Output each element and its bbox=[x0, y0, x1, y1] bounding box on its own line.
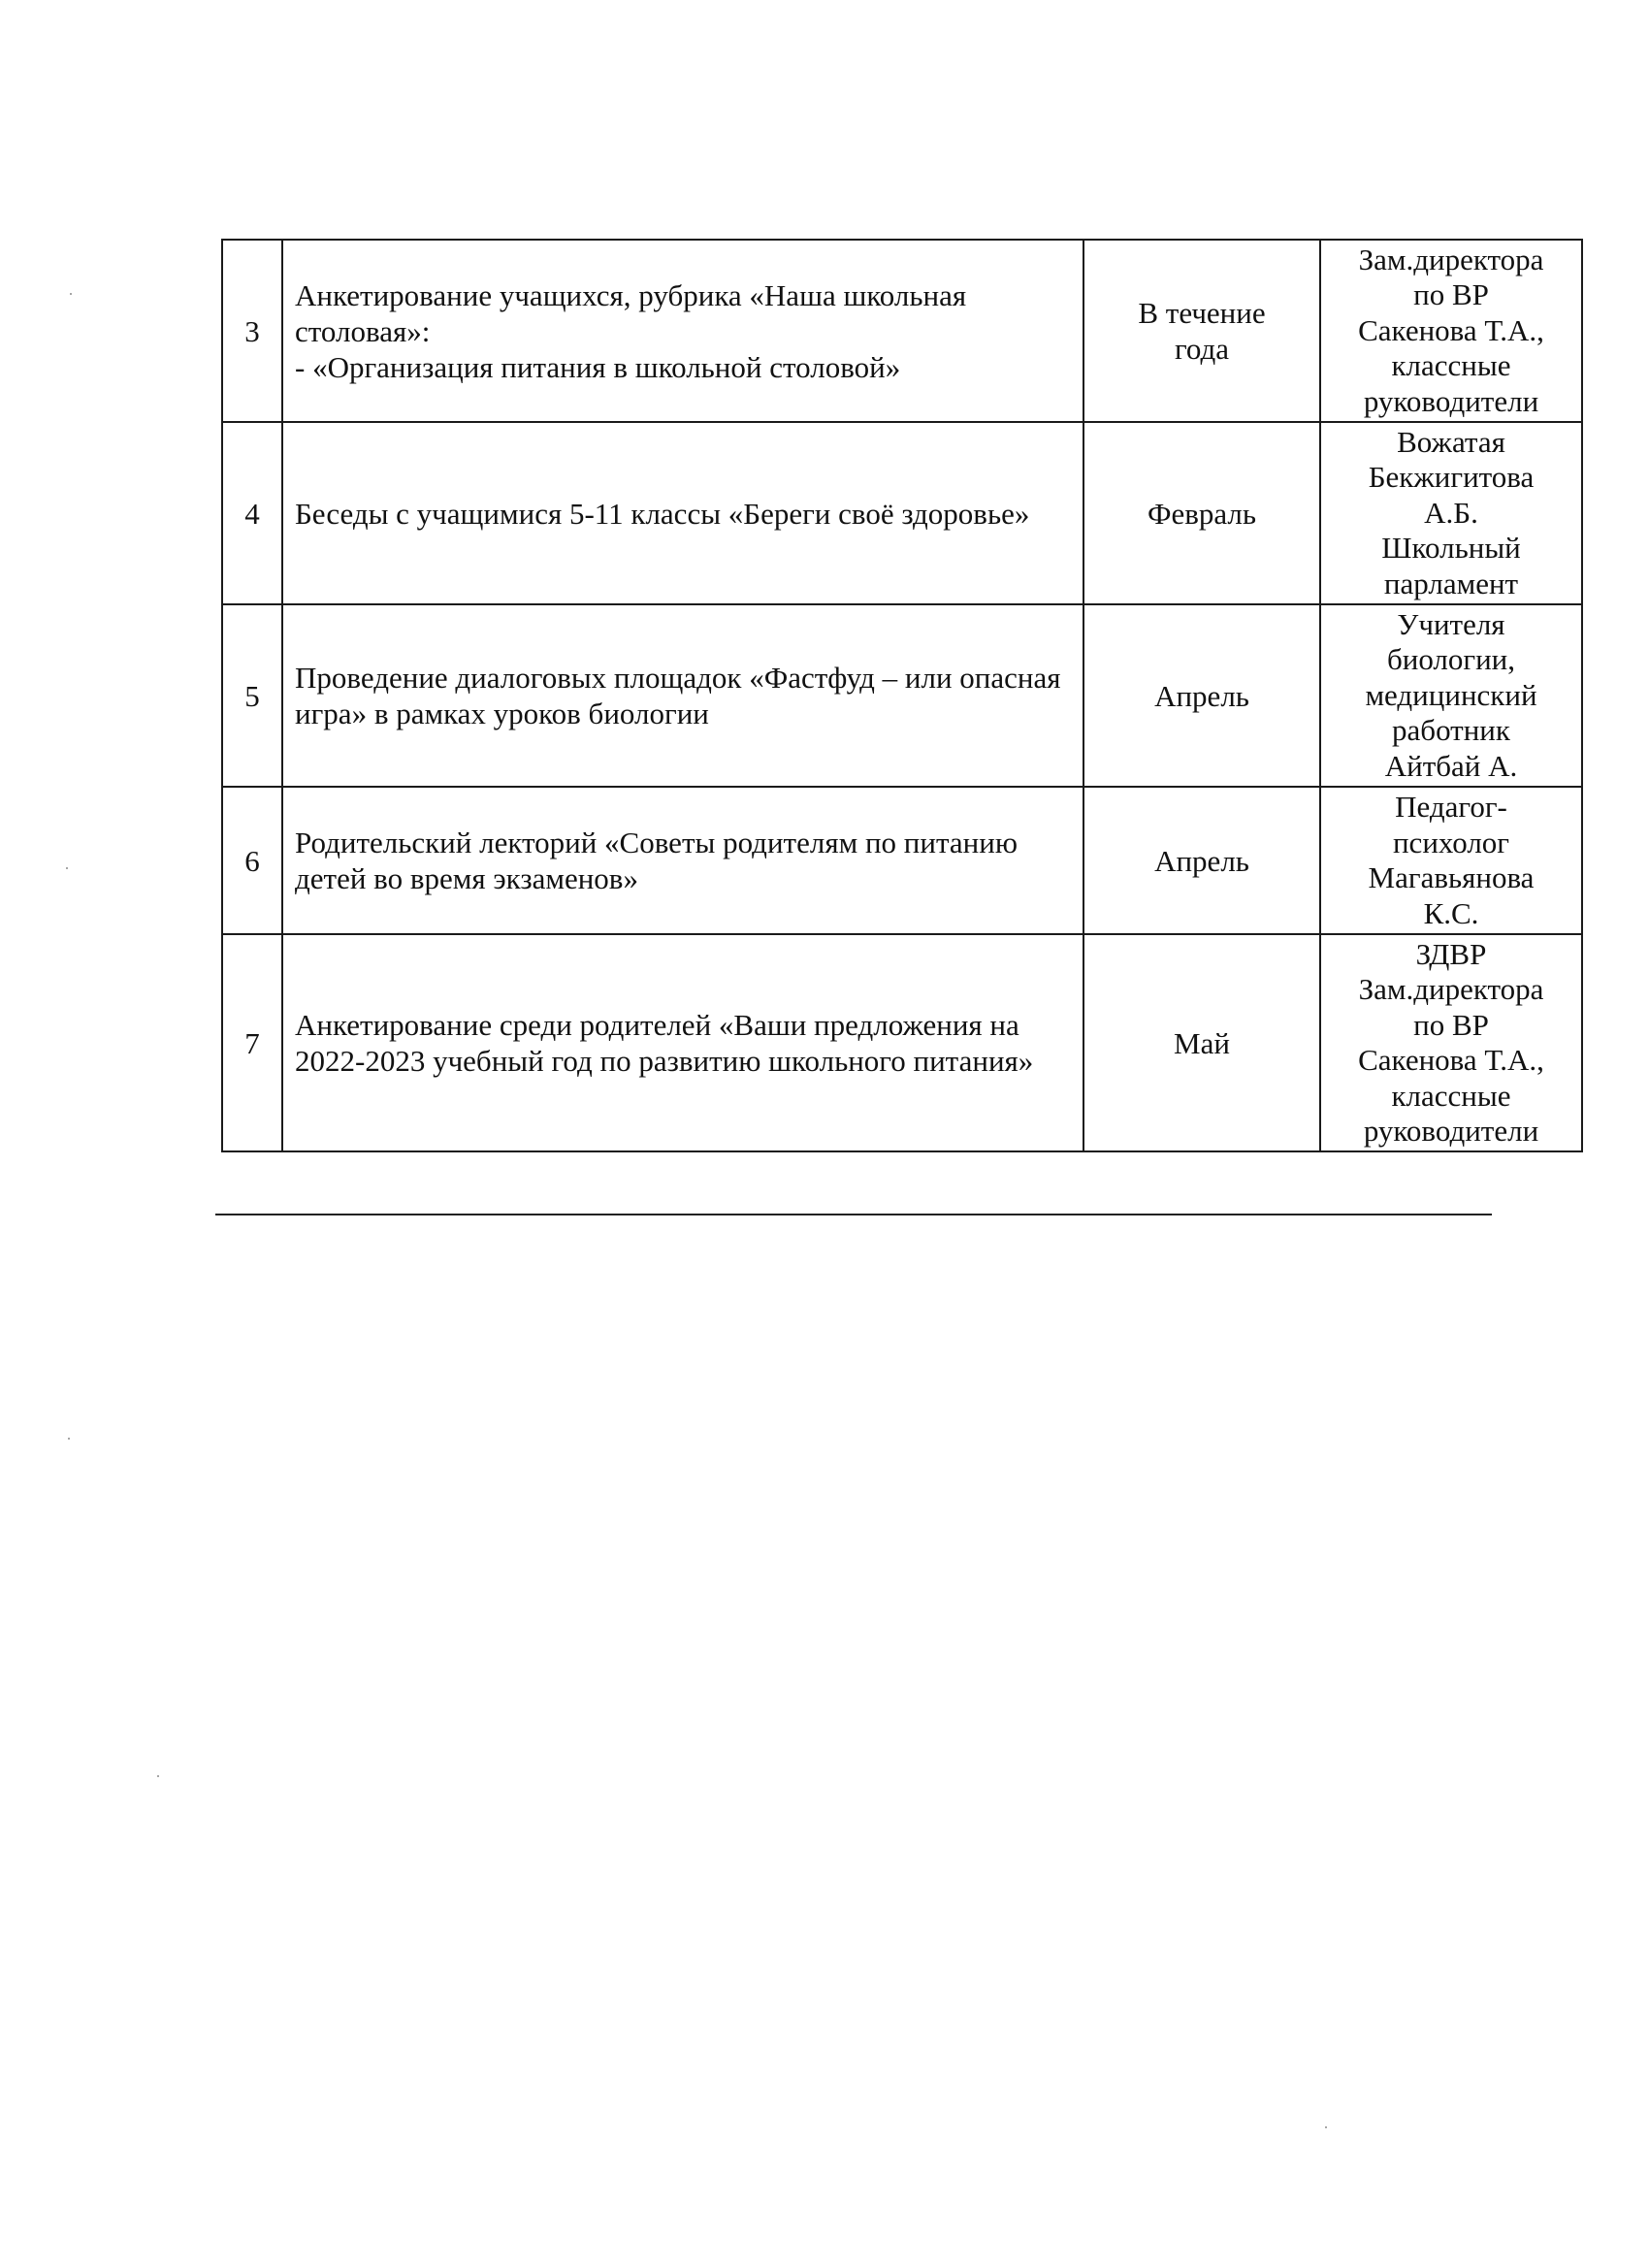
event-responsible: Учителя биологии, медицинский работник Айтбай А. bbox=[1320, 604, 1582, 787]
table-row bbox=[222, 934, 1582, 1151]
event-description: Проведение диалоговых площадок «Фастфуд – или опасная игра» в рамках уроков биологии bbox=[282, 604, 1083, 787]
row-number: 3 bbox=[222, 240, 282, 422]
event-responsible: Зам.директора по ВР Сакенова Т.А., классные руководители bbox=[1320, 240, 1582, 422]
scan-speck bbox=[157, 1775, 159, 1777]
event-responsible: Вожатая Бекжигитова А.Б. Школьный парламент bbox=[1320, 422, 1582, 604]
scan-speck bbox=[1325, 2126, 1327, 2128]
separator-line bbox=[215, 1214, 1492, 1215]
row-number: 4 bbox=[222, 422, 282, 604]
row-number: 5 bbox=[222, 604, 282, 787]
event-date: Апрель bbox=[1083, 604, 1320, 787]
event-date: Апрель bbox=[1083, 787, 1320, 934]
table-row bbox=[222, 422, 1582, 604]
event-date: Февраль bbox=[1083, 422, 1320, 604]
event-date: Май bbox=[1083, 934, 1320, 1151]
table-row bbox=[222, 787, 1582, 934]
events-plan-table bbox=[221, 239, 1583, 1152]
table-row bbox=[222, 240, 1582, 422]
event-description: Анкетирование учащихся, рубрика «Наша школьная столовая»: - «Организация питания в школьной столовой» bbox=[282, 240, 1083, 422]
event-date: В течение года bbox=[1083, 240, 1320, 422]
event-description: Беседы с учащимися 5-11 классы «Береги своё здоровье» bbox=[282, 422, 1083, 604]
scan-speck bbox=[70, 293, 72, 295]
event-description: Анкетирование среди родителей «Ваши предложения на 2022-2023 учебный год по развитию школьного питания» bbox=[282, 934, 1083, 1151]
event-responsible: ЗДВР Зам.директора по ВР Сакенова Т.А., классные руководители bbox=[1320, 934, 1582, 1151]
table-row bbox=[222, 604, 1582, 787]
row-number: 6 bbox=[222, 787, 282, 934]
scan-speck bbox=[68, 1438, 70, 1440]
event-description: Родительский лекторий «Советы родителям по питанию детей во время экзаменов» bbox=[282, 787, 1083, 934]
scan-speck bbox=[66, 867, 68, 869]
event-responsible: Педагог- психолог Магавьянова К.С. bbox=[1320, 787, 1582, 934]
row-number: 7 bbox=[222, 934, 282, 1151]
